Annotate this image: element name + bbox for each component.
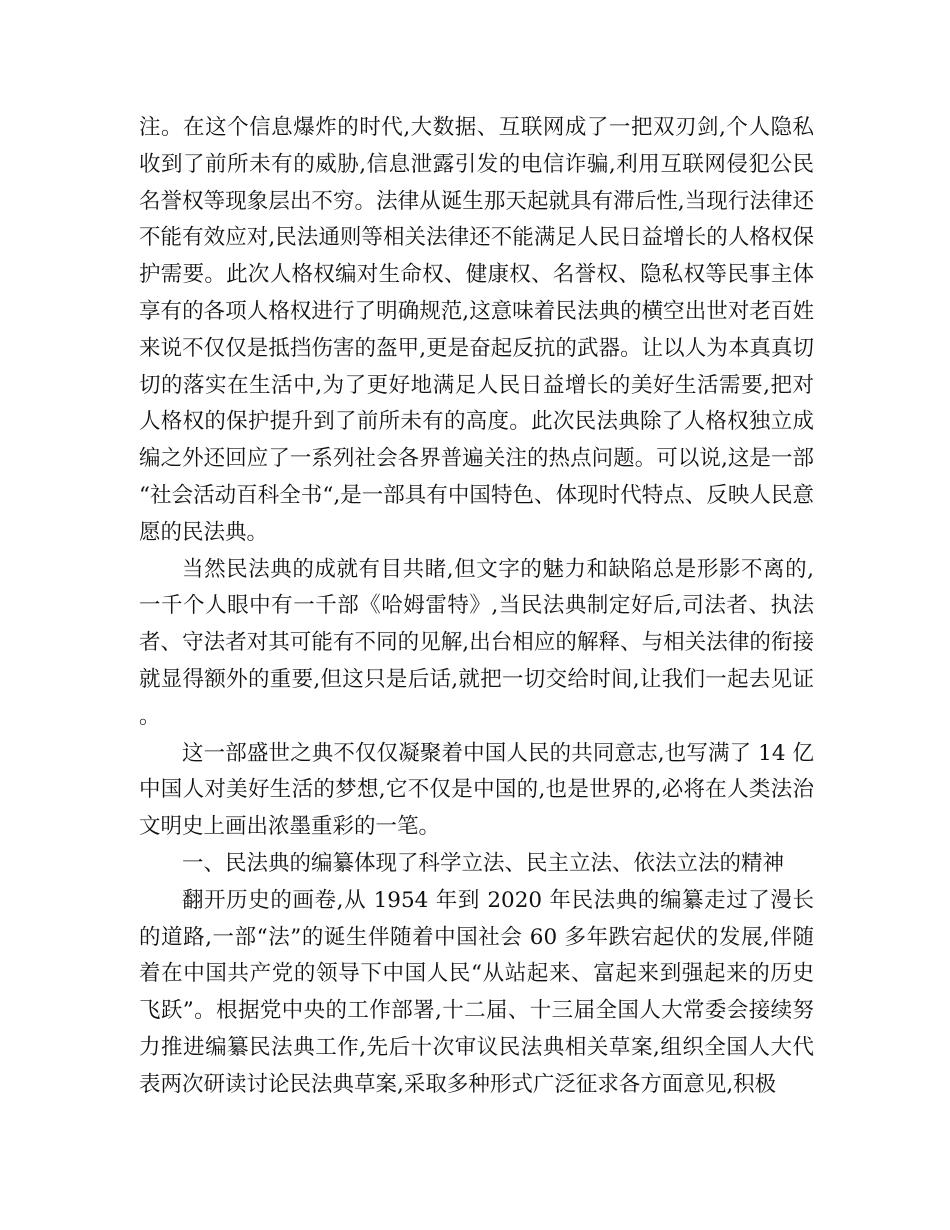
- section-heading: 一、民法典的编纂体现了科学立法、民主立法、依法立法的精神: [182, 850, 785, 876]
- paragraph-world-significance: 这一部盛世之典不仅仅凝聚着中国人民的共同意志,也写满了 14 亿中国人对美好生活的梦想,它不仅是中国的,也是世界的,必将在人类法治文明史上画出浓墨重彩的一笔。: [139, 740, 814, 840]
- paragraph-history: 翻开历史的画卷,从 1954 年到 2020 年民法典的编纂走过了漫长的道路,一部“法”的诞生伴随着中国社会 60 多年跌宕起伏的发展,伴随着在中国共产党的领导下中国人民“从站起来、富起来到强起来的历史飞跃”。根据党中央的工作部署,十二届、十三届全国人大常委会接续努力推进编纂民法典工作,先后十次审议民法典相关草案,组织全国人大代表两次研读讨论民法典草案,采取多种形式广泛征求各方面意见,积极: [139, 887, 814, 1097]
- document-page: [139, 110, 814, 1104]
- paragraph-interpretation: 当然民法典的成就有目共睹,但文字的魅力和缺陷总是形影不离的,一千个人眼中有一千部《哈姆雷特》,当民法典制定好后,司法者、执法者、守法者对其可能有不同的见解,出台相应的解释、与相关法律的衔接就显得额外的重要,但这只是后话,就把一切交给时间,让我们一起去见证。: [139, 556, 814, 729]
- paragraph-personality-rights: 注。在这个信息爆炸的时代,大数据、互联网成了一把双刃剑,个人隐私收到了前所未有的威胁,信息泄露引发的电信诈骗,利用互联网侵犯公民名誉权等现象层出不穷。法律从诞生那天起就具有滞后性,当现行法律还不能有效应对,民法通则等相关法律还不能满足人民日益增长的人格权保护需要。此次人格权编对生命权、健康权、名誉权、隐私权等民事主体享有的各项人格权进行了明确规范,这意味着民法典的横空出世对老百姓来说不仅仅是抵挡伤害的盔甲,更是奋起反抗的武器。让以人为本真真切切的落实在生活中,为了更好地满足人民日益增长的美好生活需要,把对人格权的保护提升到了前所未有的高度。此次民法典除了人格权独立成编之外还回应了一系列社会各界普遍关注的热点问题。可以说,这是一部“社会活动百科全书“,是一部具有中国特色、体现时代特点、反映人民意愿的民法典。: [139, 115, 814, 545]
